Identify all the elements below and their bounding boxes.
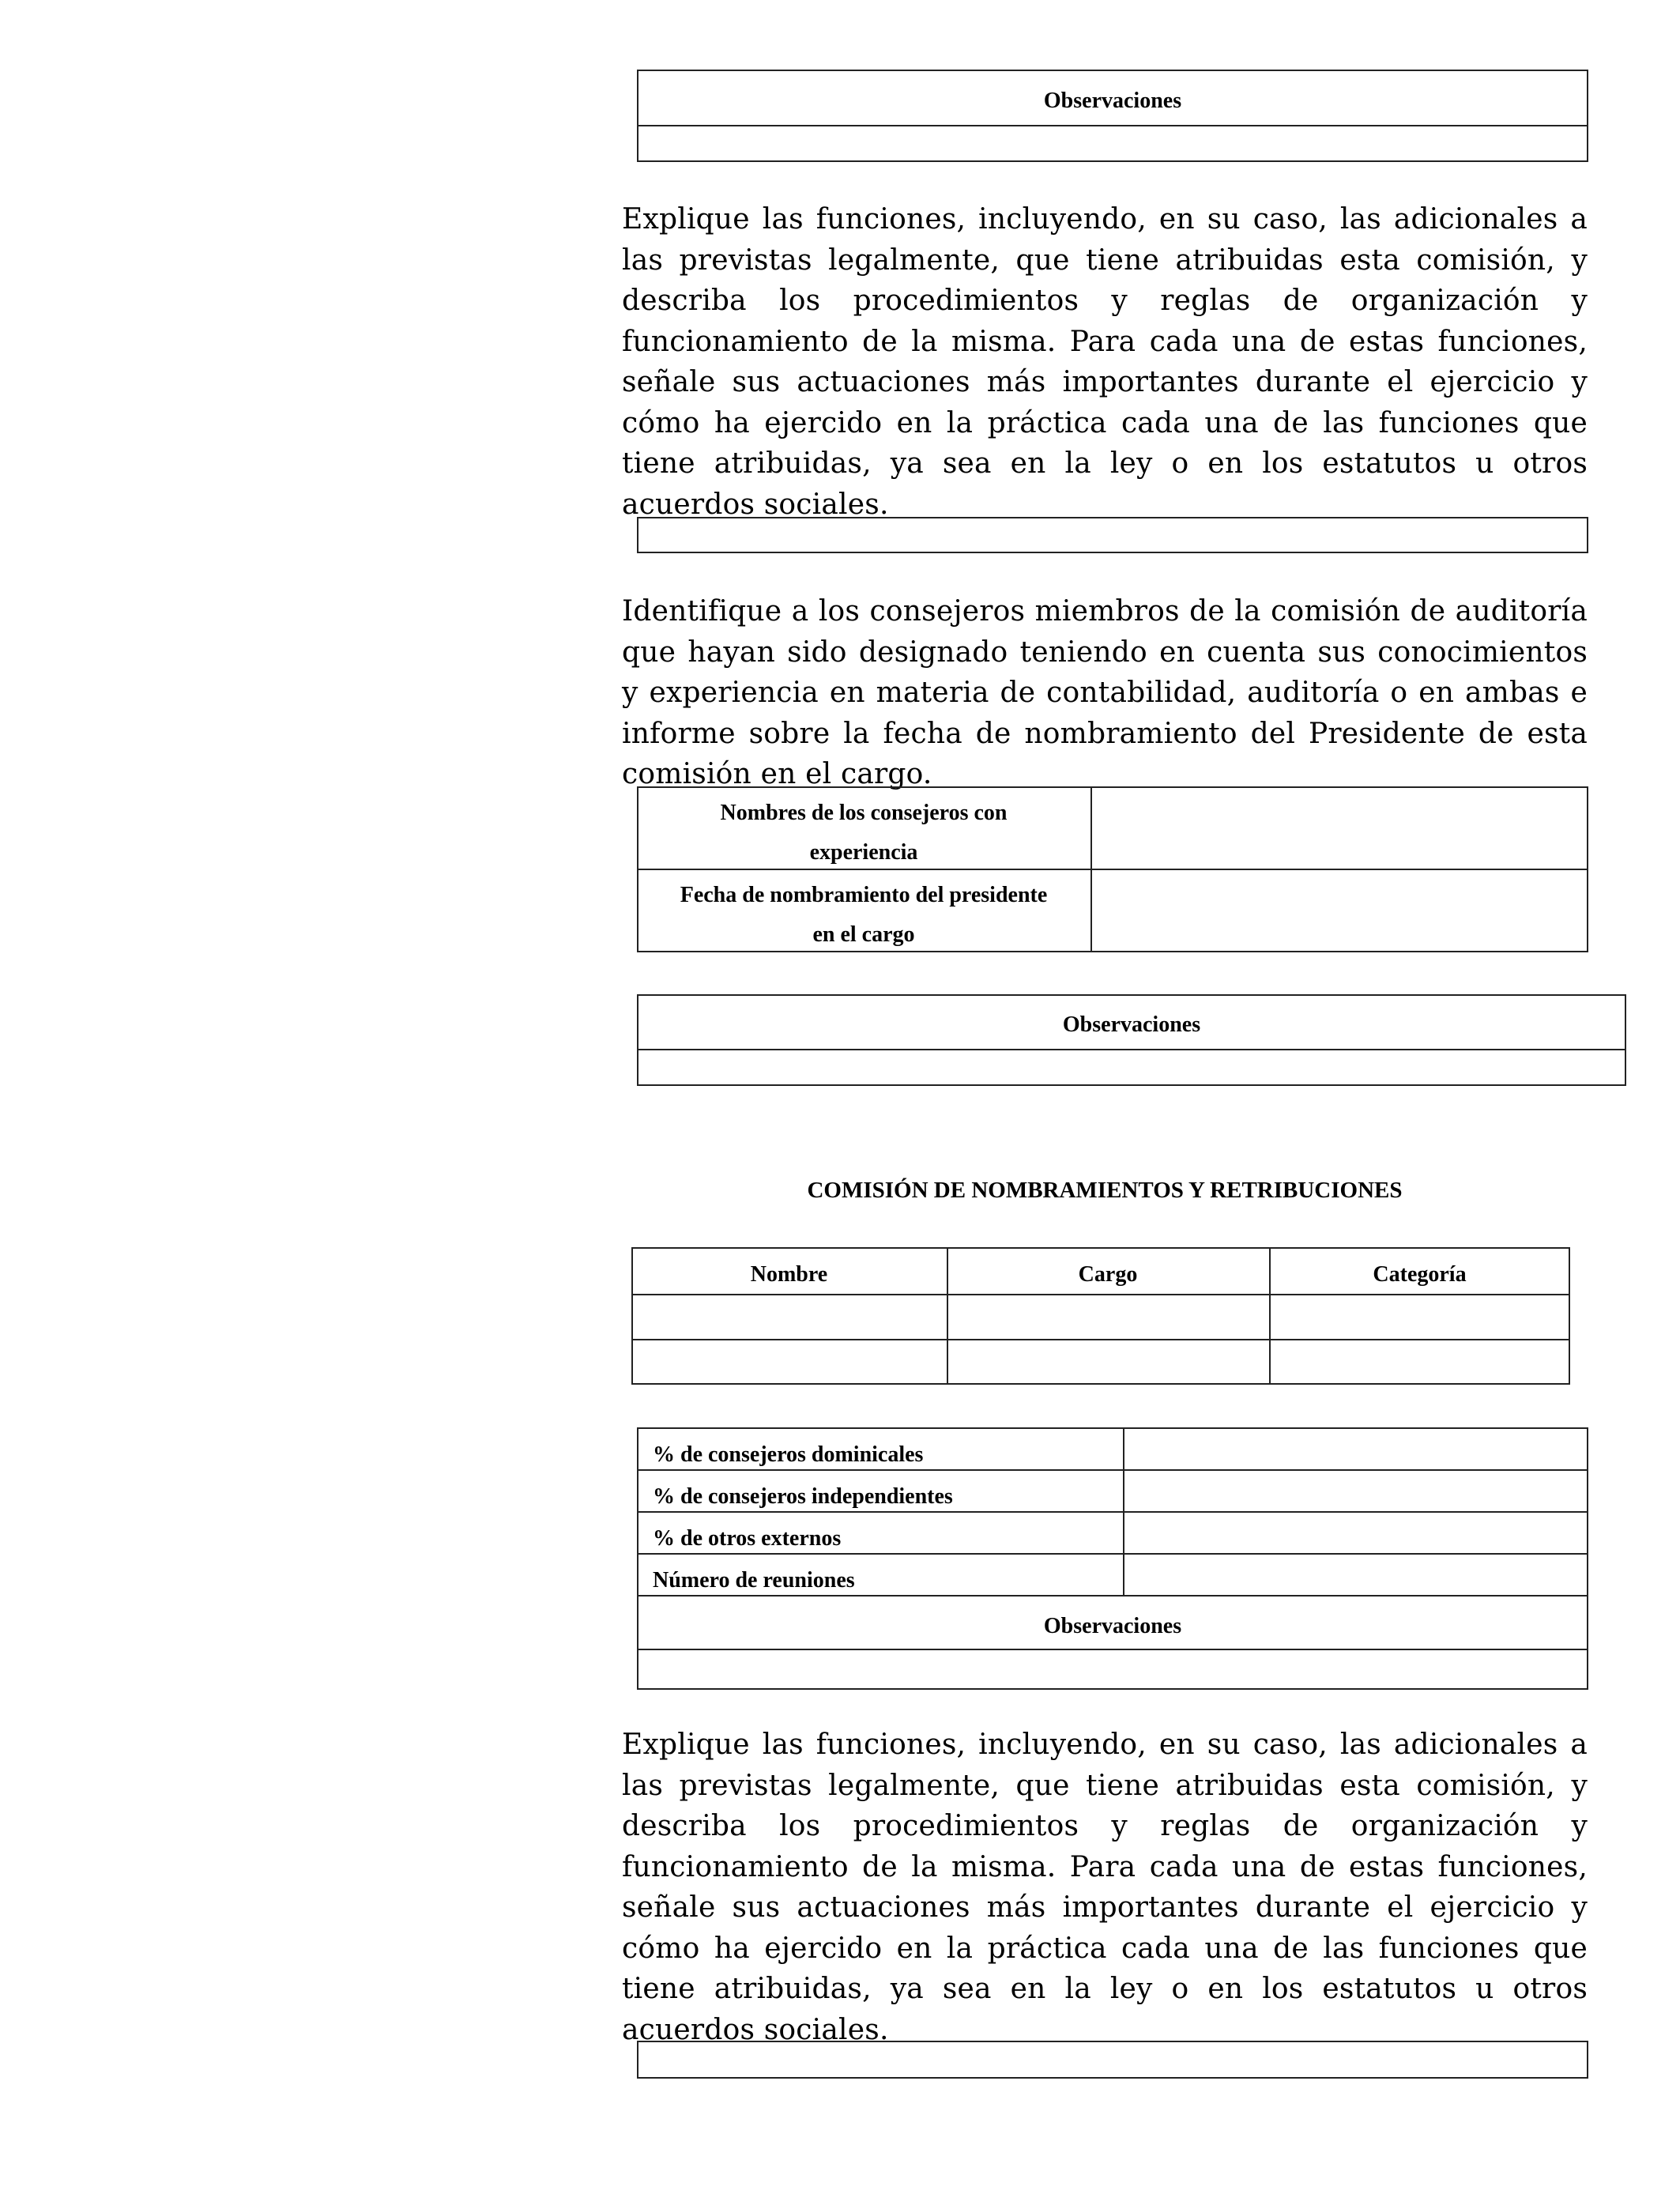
president-date-field[interactable] <box>1094 872 1585 949</box>
observaciones-label: Observaciones <box>1043 1614 1182 1638</box>
header-categoria: Categoría <box>1373 1262 1467 1287</box>
header-cargo: Cargo <box>1078 1262 1138 1287</box>
stat-dominicales-field[interactable] <box>1126 1431 1585 1468</box>
table-row[interactable] <box>635 1297 1567 1337</box>
table-divider <box>637 1049 1626 1050</box>
observaciones-label: Observaciones <box>1043 89 1182 113</box>
observaciones-field[interactable] <box>640 1652 1585 1687</box>
functions-paragraph: Explique las funciones, incluyendo, en su caso, las adicionales a las previstas legalmente, que tiene atribuidas esta comisión, y describa los procedimientos y reglas de organización y funcionamiento de la misma. Para cada una de estas funciones, señale sus actuaciones más importantes durante el ejercicio y cómo ha ejercido en la práctica cada una de las funciones que tiene atribuidas, ya sea en la ley o en los estatutos u otros acuerdos sociales. <box>622 1728 1588 2046</box>
observaciones-label: Observaciones <box>1062 1012 1201 1037</box>
table-divider <box>637 1649 1588 1650</box>
functions-paragraph: Explique las funciones, incluyendo, en su caso, las adicionales a las previstas legalmente, que tiene atribuidas esta comisión, y describa los procedimientos y reglas de organización y funcionamiento de la misma. Para cada una de estas funciones, señale sus actuaciones más importantes durante el ejercicio y cómo ha ejercido en la práctica cada una de las funciones que tiene atribuidas, ya sea en la ley o en los estatutos u otros acuerdos sociales. <box>622 203 1588 521</box>
section-heading: COMISIÓN DE NOMBRAMIENTOS Y RETRIBUCIONES <box>807 1178 1403 1203</box>
experts-name-field[interactable] <box>1094 790 1585 867</box>
experts-name-label: Nombres de los consejeros con experiencia <box>720 801 1008 865</box>
stat-otros-externos-label: % de otros externos <box>653 1526 842 1551</box>
table-divider <box>637 125 1588 126</box>
table-divider <box>631 1339 1570 1340</box>
response-box-2[interactable] <box>637 2041 1588 2079</box>
stat-dominicales-label: % de consejeros dominicales <box>653 1442 924 1467</box>
observaciones-field[interactable] <box>640 1052 1623 1084</box>
stat-reuniones-label: Número de reuniones <box>653 1568 855 1593</box>
auditors-paragraph: Identifique a los consejeros miembros de la comisión de auditoría que hayan sido designado teniendo en cuenta sus conocimientos y experiencia en materia de contabilidad, auditoría o en ambas e informe sobre la fecha de nombramiento del Presidente de esta comisión en el cargo. <box>622 595 1588 790</box>
header-nombre: Nombre <box>750 1262 828 1287</box>
stat-independientes-field[interactable] <box>1126 1472 1585 1510</box>
stat-independientes-label: % de consejeros independientes <box>653 1484 953 1509</box>
observaciones-field[interactable] <box>640 128 1585 160</box>
table-row[interactable] <box>635 1342 1567 1382</box>
stat-reuniones-field[interactable] <box>1126 1556 1585 1593</box>
response-box-1[interactable] <box>637 517 1588 553</box>
table-divider <box>1090 786 1092 952</box>
president-date-label: Fecha de nombramiento del presidente en el cargo <box>680 883 1048 947</box>
stat-otros-externos-field[interactable] <box>1126 1514 1585 1551</box>
table-divider <box>1123 1427 1124 1595</box>
